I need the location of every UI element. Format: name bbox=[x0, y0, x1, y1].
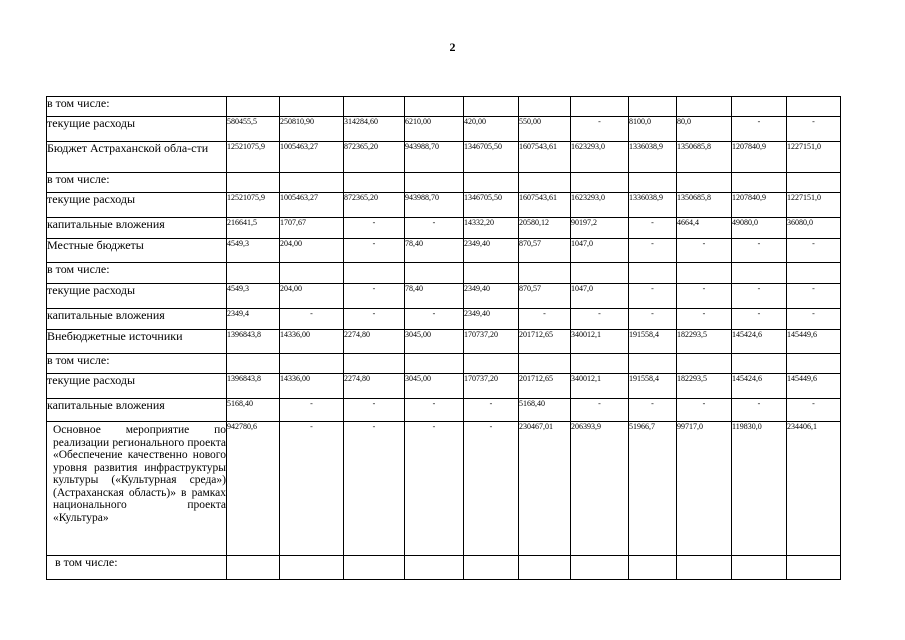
table-cell bbox=[732, 263, 787, 284]
table-cell bbox=[280, 354, 344, 374]
table-cell: - bbox=[629, 309, 677, 330]
table-cell bbox=[464, 263, 519, 284]
page-number: 2 bbox=[449, 40, 456, 54]
table-cell bbox=[344, 263, 405, 284]
budget-table bbox=[46, 96, 841, 580]
table-cell bbox=[227, 354, 280, 374]
table-cell: 204,00 bbox=[280, 284, 344, 309]
table-cell: 942780,6 bbox=[227, 422, 280, 556]
table-cell: - bbox=[732, 284, 787, 309]
table-cell: 1707,67 bbox=[280, 218, 344, 239]
table-cell: - bbox=[405, 399, 464, 422]
table-cell: 145424,6 bbox=[732, 374, 787, 399]
table-cell bbox=[629, 173, 677, 193]
row-label: капитальные вложения bbox=[47, 399, 227, 422]
table-cell bbox=[571, 173, 629, 193]
table-cell bbox=[227, 97, 280, 117]
table-cell: - bbox=[344, 239, 405, 263]
table-cell: 2349,40 bbox=[464, 309, 519, 330]
row-label: текущие расходы bbox=[47, 193, 227, 218]
table-cell bbox=[519, 354, 571, 374]
table-cell bbox=[732, 556, 787, 580]
table-cell bbox=[732, 354, 787, 374]
row-label: в том числе: bbox=[47, 556, 227, 580]
table-cell: 204,00 bbox=[280, 239, 344, 263]
row-label: в том числе: bbox=[47, 173, 227, 193]
table-cell: 8100,0 bbox=[629, 117, 677, 142]
table-cell bbox=[227, 263, 280, 284]
table-cell: 420,00 bbox=[464, 117, 519, 142]
table-cell: 182293,5 bbox=[677, 374, 732, 399]
table-cell: 201712,65 bbox=[519, 330, 571, 354]
table-cell: 201712,65 bbox=[519, 374, 571, 399]
table-cell: 870,57 bbox=[519, 284, 571, 309]
table-cell bbox=[405, 556, 464, 580]
table-row bbox=[47, 218, 841, 239]
table-cell: 80,0 bbox=[677, 117, 732, 142]
table-cell: 99717,0 bbox=[677, 422, 732, 556]
table-cell: 3045,00 bbox=[405, 374, 464, 399]
table-cell bbox=[405, 263, 464, 284]
table-row bbox=[47, 374, 841, 399]
table-cell: 1350685,8 bbox=[677, 142, 732, 173]
table-cell: - bbox=[732, 239, 787, 263]
table-cell bbox=[629, 97, 677, 117]
table-cell: 78,40 bbox=[405, 239, 464, 263]
table-cell bbox=[280, 263, 344, 284]
table-cell bbox=[677, 97, 732, 117]
table-cell: 314284,60 bbox=[344, 117, 405, 142]
row-label: текущие расходы bbox=[47, 117, 227, 142]
table-cell: 2349,4 bbox=[227, 309, 280, 330]
table-cell bbox=[519, 556, 571, 580]
table-row bbox=[47, 117, 841, 142]
table-cell bbox=[464, 97, 519, 117]
table-cell: - bbox=[464, 399, 519, 422]
table-cell: 206393,9 bbox=[571, 422, 629, 556]
table-cell bbox=[519, 263, 571, 284]
row-label: капитальные вложения bbox=[47, 309, 227, 330]
table-cell: 216641,5 bbox=[227, 218, 280, 239]
table-cell bbox=[464, 556, 519, 580]
table-row bbox=[47, 330, 841, 354]
table-cell: - bbox=[344, 218, 405, 239]
row-label: Основное мероприятие по реализации регионального проекта «Обеспечение качественно нового уровня развития инфраструктуры культуры («Культурная среда») (Астраханская область)» в рамках национального проекта «Культура» bbox=[47, 422, 227, 556]
table-cell bbox=[571, 263, 629, 284]
table-cell: 1207840,9 bbox=[732, 142, 787, 173]
table-cell: 234406,1 bbox=[787, 422, 841, 556]
table-cell bbox=[732, 173, 787, 193]
table-cell: 340012,1 bbox=[571, 330, 629, 354]
table-cell: 1005463,27 bbox=[280, 193, 344, 218]
table-cell bbox=[677, 173, 732, 193]
table-cell: - bbox=[629, 284, 677, 309]
table-cell bbox=[519, 173, 571, 193]
row-label: текущие расходы bbox=[47, 284, 227, 309]
table-cell: - bbox=[787, 309, 841, 330]
table-cell: - bbox=[280, 422, 344, 556]
table-cell: 145449,6 bbox=[787, 330, 841, 354]
row-label: Местные бюджеты bbox=[47, 239, 227, 263]
table-cell: 1396843,8 bbox=[227, 330, 280, 354]
table-cell bbox=[629, 354, 677, 374]
table-row bbox=[47, 263, 841, 284]
table-cell bbox=[280, 97, 344, 117]
table-cell: 1336038,9 bbox=[629, 142, 677, 173]
table-cell bbox=[677, 354, 732, 374]
table-cell: 1350685,8 bbox=[677, 193, 732, 218]
table-cell bbox=[405, 173, 464, 193]
table-cell: - bbox=[787, 117, 841, 142]
table-cell: - bbox=[344, 284, 405, 309]
row-label: капитальные вложения bbox=[47, 218, 227, 239]
table-cell: 191558,4 bbox=[629, 330, 677, 354]
table-cell: 14336,00 bbox=[280, 374, 344, 399]
table-cell bbox=[344, 173, 405, 193]
table-row bbox=[47, 309, 841, 330]
table-cell bbox=[227, 556, 280, 580]
table-cell: 943988,70 bbox=[405, 142, 464, 173]
table-cell: - bbox=[677, 309, 732, 330]
table-cell: 550,00 bbox=[519, 117, 571, 142]
table-cell: 5168,40 bbox=[227, 399, 280, 422]
table-cell: 12521075,9 bbox=[227, 142, 280, 173]
table-cell bbox=[787, 97, 841, 117]
table-cell: 1623293,0 bbox=[571, 142, 629, 173]
table-cell: 2274,80 bbox=[344, 374, 405, 399]
table-cell: 36080,0 bbox=[787, 218, 841, 239]
table-cell: - bbox=[571, 117, 629, 142]
table-cell: 872365,20 bbox=[344, 193, 405, 218]
table-cell: 1047,0 bbox=[571, 239, 629, 263]
table-cell: 20580,12 bbox=[519, 218, 571, 239]
table-cell: - bbox=[677, 284, 732, 309]
table-cell: 340012,1 bbox=[571, 374, 629, 399]
table-row bbox=[47, 173, 841, 193]
table-cell: 230467,01 bbox=[519, 422, 571, 556]
table-cell: - bbox=[629, 399, 677, 422]
table-cell bbox=[787, 173, 841, 193]
row-label: Бюджет Астраханской обла-сти bbox=[47, 142, 227, 173]
table-cell: 1047,0 bbox=[571, 284, 629, 309]
table-cell: - bbox=[571, 309, 629, 330]
table-cell: - bbox=[732, 309, 787, 330]
table-cell: - bbox=[629, 239, 677, 263]
table-cell: 6210,00 bbox=[405, 117, 464, 142]
table-cell bbox=[787, 263, 841, 284]
table-cell: 5168,40 bbox=[519, 399, 571, 422]
row-label: Внебюджетные источники bbox=[47, 330, 227, 354]
table-cell bbox=[571, 97, 629, 117]
table-cell bbox=[787, 354, 841, 374]
table-cell: 1005463,27 bbox=[280, 142, 344, 173]
table-cell: 2349,40 bbox=[464, 284, 519, 309]
table-cell: 1396843,8 bbox=[227, 374, 280, 399]
table-cell bbox=[519, 97, 571, 117]
table-cell: 1607543,61 bbox=[519, 193, 571, 218]
row-label: текущие расходы bbox=[47, 374, 227, 399]
table-cell: - bbox=[571, 399, 629, 422]
table-cell: 2274,80 bbox=[344, 330, 405, 354]
table-cell: 191558,4 bbox=[629, 374, 677, 399]
table-cell: 1346705,50 bbox=[464, 193, 519, 218]
table-row bbox=[47, 354, 841, 374]
table-cell: - bbox=[629, 218, 677, 239]
table-cell: 1607543,61 bbox=[519, 142, 571, 173]
table-cell: 2349,40 bbox=[464, 239, 519, 263]
table-cell bbox=[464, 173, 519, 193]
table-cell: - bbox=[405, 309, 464, 330]
table-cell bbox=[732, 97, 787, 117]
table-cell bbox=[280, 556, 344, 580]
table-cell: - bbox=[280, 309, 344, 330]
table-cell: - bbox=[405, 218, 464, 239]
table-cell: - bbox=[344, 422, 405, 556]
table-cell: - bbox=[519, 309, 571, 330]
table-row bbox=[47, 422, 841, 556]
table-cell bbox=[280, 173, 344, 193]
table-row bbox=[47, 399, 841, 422]
table-cell: - bbox=[405, 422, 464, 556]
table-cell bbox=[227, 173, 280, 193]
table-cell: 1346705,50 bbox=[464, 142, 519, 173]
table-cell: 872365,20 bbox=[344, 142, 405, 173]
table-cell bbox=[629, 263, 677, 284]
table-cell: - bbox=[677, 399, 732, 422]
table-cell bbox=[787, 556, 841, 580]
table-cell: 12521075,9 bbox=[227, 193, 280, 218]
table-row bbox=[47, 142, 841, 173]
row-label: в том числе: bbox=[47, 97, 227, 117]
table-cell: 90197,2 bbox=[571, 218, 629, 239]
table-cell bbox=[464, 354, 519, 374]
table-cell: 4549,3 bbox=[227, 239, 280, 263]
table-cell bbox=[405, 97, 464, 117]
table-cell: - bbox=[344, 399, 405, 422]
table-cell bbox=[677, 263, 732, 284]
table-cell: 182293,5 bbox=[677, 330, 732, 354]
table-cell: 870,57 bbox=[519, 239, 571, 263]
table-cell: 145424,6 bbox=[732, 330, 787, 354]
table-row bbox=[47, 193, 841, 218]
table-cell: 1336038,9 bbox=[629, 193, 677, 218]
table-cell: 4549,3 bbox=[227, 284, 280, 309]
table-cell: - bbox=[732, 117, 787, 142]
table-cell: 1227151,0 bbox=[787, 142, 841, 173]
table-cell: 3045,00 bbox=[405, 330, 464, 354]
table-cell bbox=[344, 354, 405, 374]
table-cell: - bbox=[732, 399, 787, 422]
table-cell: - bbox=[787, 399, 841, 422]
table-cell bbox=[344, 556, 405, 580]
table-cell: - bbox=[787, 284, 841, 309]
table-cell bbox=[344, 97, 405, 117]
table-cell bbox=[405, 354, 464, 374]
table-cell: - bbox=[464, 422, 519, 556]
table-cell: - bbox=[787, 239, 841, 263]
row-label: в том числе: bbox=[47, 263, 227, 284]
table-cell: 170737,20 bbox=[464, 374, 519, 399]
table-row bbox=[47, 284, 841, 309]
table-cell bbox=[571, 556, 629, 580]
row-label: в том числе: bbox=[47, 354, 227, 374]
table-cell: 170737,20 bbox=[464, 330, 519, 354]
table-row bbox=[47, 239, 841, 263]
table-cell: 145449,6 bbox=[787, 374, 841, 399]
table-cell: 250810,90 bbox=[280, 117, 344, 142]
table-cell: 943988,70 bbox=[405, 193, 464, 218]
table-cell: 119830,0 bbox=[732, 422, 787, 556]
table-cell: 14332,20 bbox=[464, 218, 519, 239]
table-cell bbox=[677, 556, 732, 580]
table-cell: 51966,7 bbox=[629, 422, 677, 556]
table-row bbox=[47, 97, 841, 117]
table-cell: 580455,5 bbox=[227, 117, 280, 142]
table-row bbox=[47, 556, 841, 580]
table-cell: 1623293,0 bbox=[571, 193, 629, 218]
table-cell bbox=[629, 556, 677, 580]
table-cell: - bbox=[280, 399, 344, 422]
table-cell: 4664,4 bbox=[677, 218, 732, 239]
table-cell: - bbox=[344, 309, 405, 330]
table-cell: 1207840,9 bbox=[732, 193, 787, 218]
table-cell: - bbox=[677, 239, 732, 263]
table-cell: 49080,0 bbox=[732, 218, 787, 239]
table-cell bbox=[571, 354, 629, 374]
table-cell: 78,40 bbox=[405, 284, 464, 309]
table-cell: 1227151,0 bbox=[787, 193, 841, 218]
table-cell: 14336,00 bbox=[280, 330, 344, 354]
